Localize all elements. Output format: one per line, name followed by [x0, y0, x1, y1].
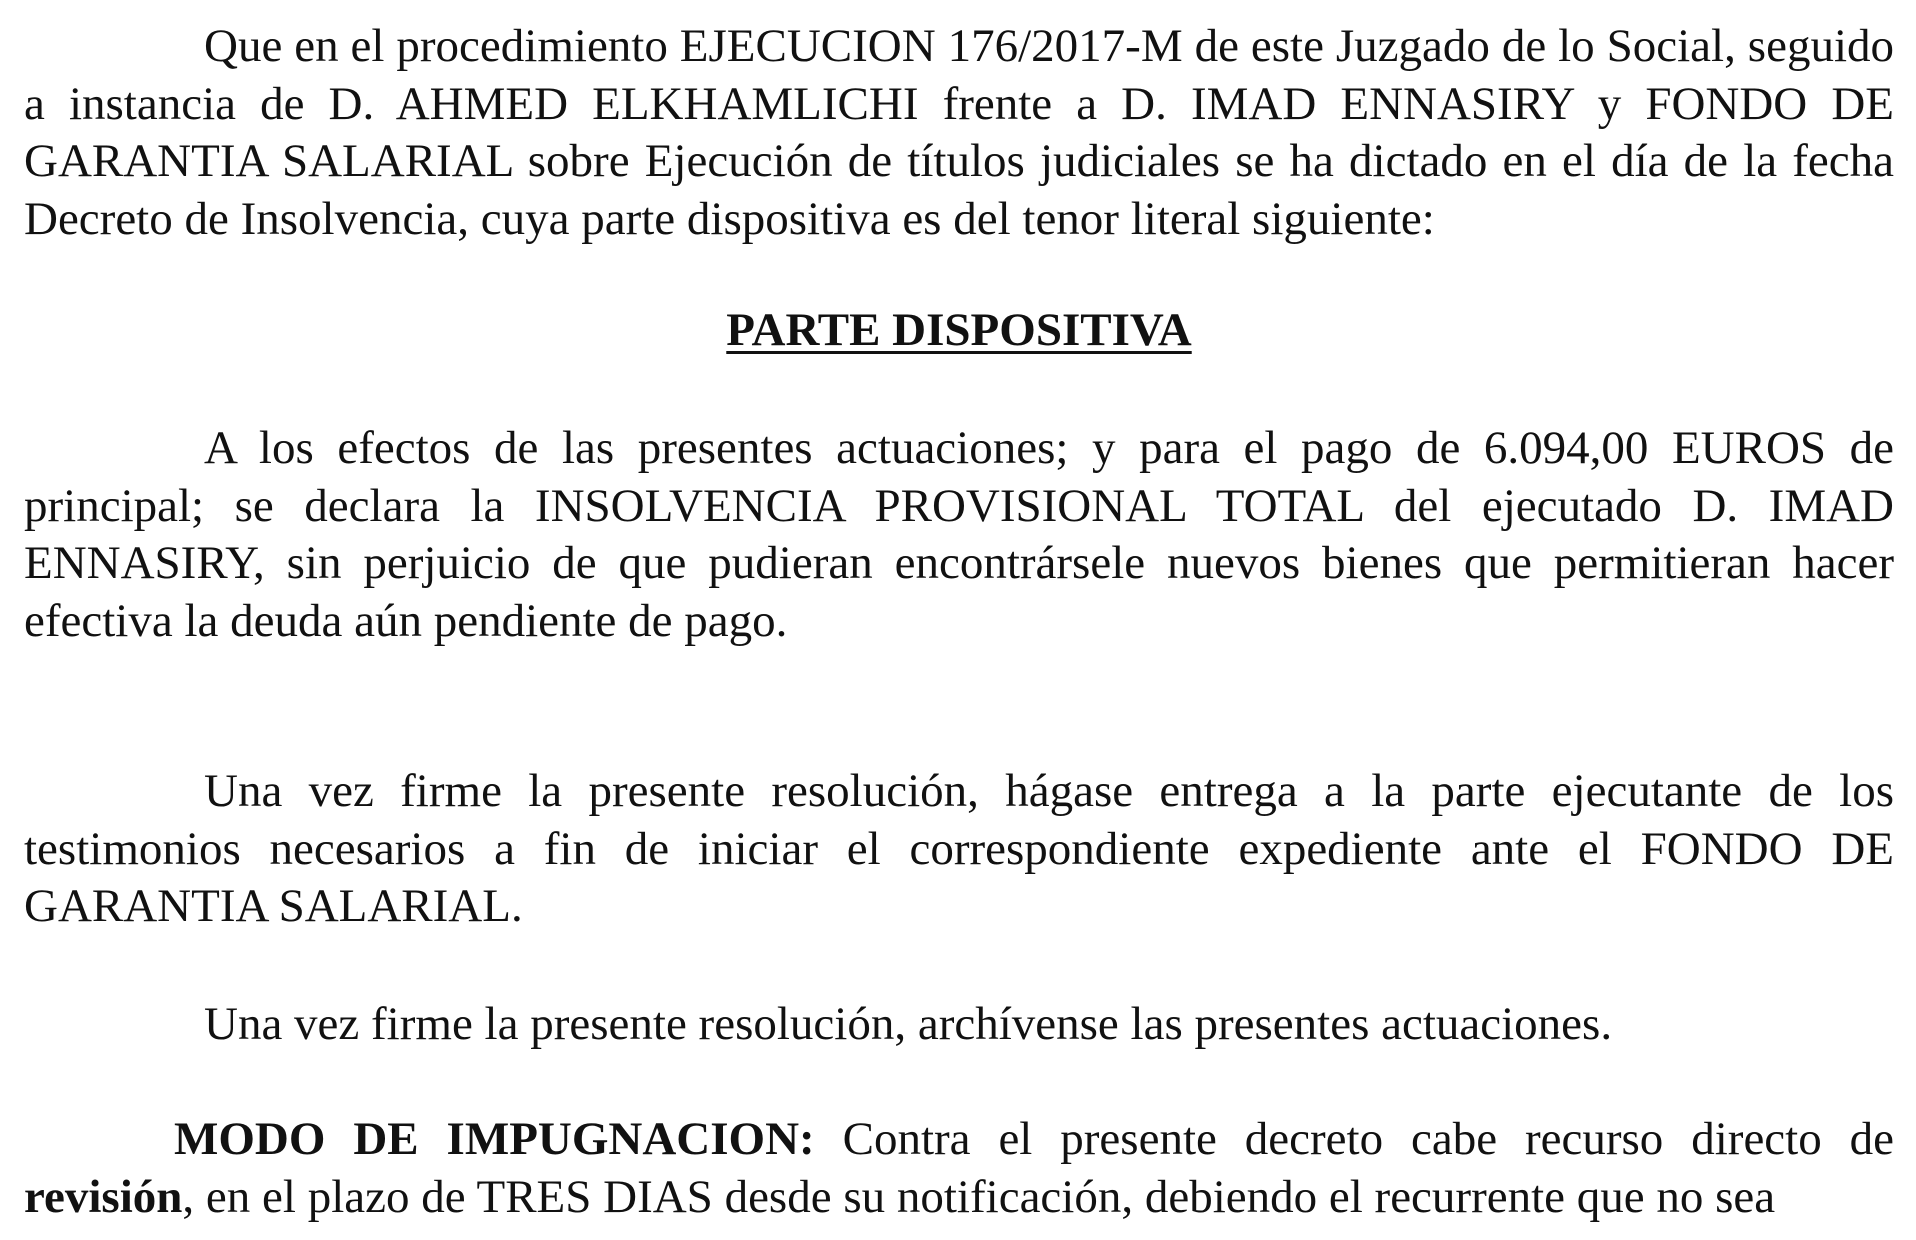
appeal-bold-word: revisión: [24, 1170, 183, 1223]
section-heading: PARTE DISPOSITIVA: [726, 304, 1192, 356]
document-page: [24, 0, 1894, 1240]
appeal-paragraph: [24, 1111, 1894, 1226]
delivery-paragraph: Una vez firme la presente resolución, hágase entrega a la parte ejecutante de los testimonios necesarios a fin de iniciar el correspondiente expediente ante el FONDO DE GARANTIA SALARIAL.: [24, 765, 1894, 932]
appeal-lead-label: MODO DE IMPUGNACION:: [174, 1113, 815, 1165]
archive-paragraph: Una vez firme la presente resolución, archívense las presentes actuaciones.: [204, 998, 1613, 1050]
appeal-text-a: Contra el presente decreto cabe recurso directo de: [814, 1113, 1894, 1165]
insolvency-paragraph: A los efectos de las presentes actuaciones; y para el pago de 6.094,00 EUROS de principal; se declara la INSOLVENCIA PROVISIONAL TOTAL del ejecutado D. IMAD ENNASIRY, sin perjuicio de que pudieran encontrársele nuevos bienes que permitieran hacer efectiva la deuda aún pendiente de pago.: [24, 422, 1894, 647]
appeal-text-b: , en el plazo de TRES DIAS desde su notificación, debiendo el recurrente que no sea: [182, 1170, 1776, 1223]
intro-paragraph: Que en el procedimiento EJECUCION 176/2017-M de este Juzgado de lo Social, seguido a instancia de D. AHMED ELKHAMLICHI frente a D. IMAD ENNASIRY y FONDO DE GARANTIA SALARIAL sobre Ejecución de títulos judiciales se ha dictado en el día de la fecha Decreto de Insolvencia, cuya parte dispositiva es del tenor literal siguiente:: [24, 20, 1894, 245]
